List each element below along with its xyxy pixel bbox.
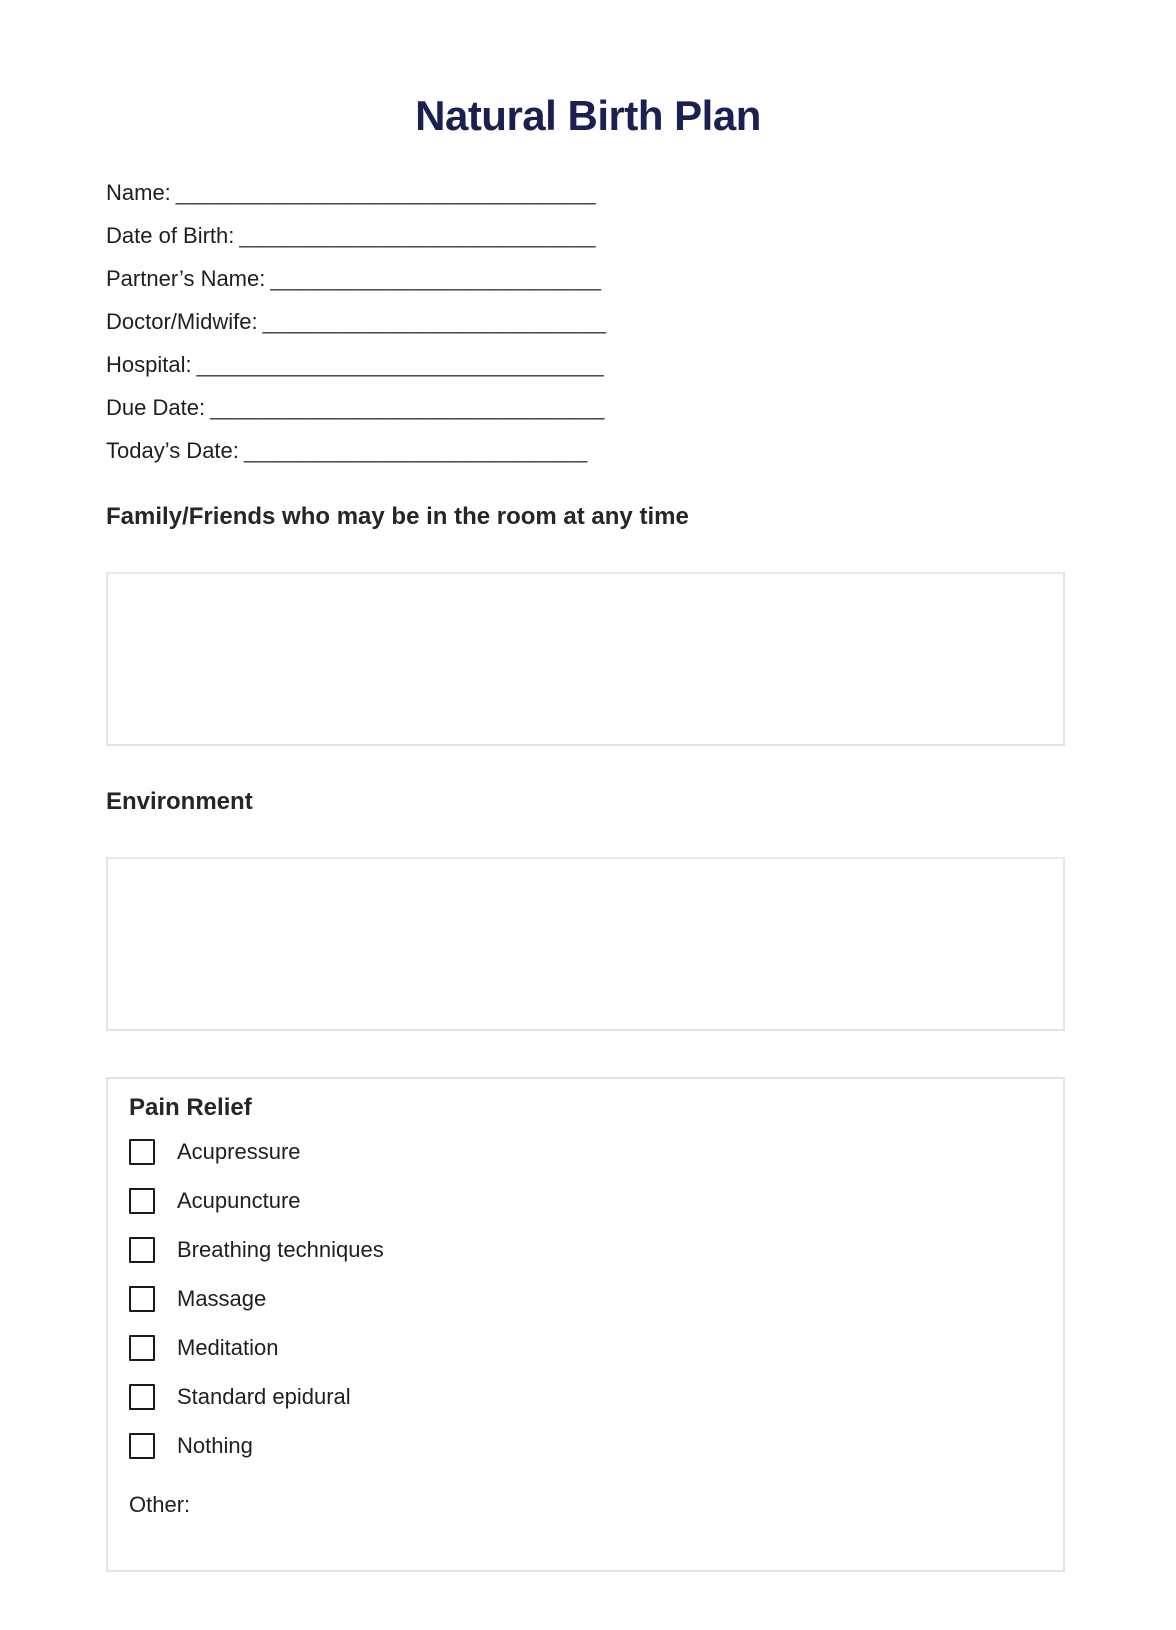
- field-blank-line-todays-date[interactable]: ___________________________: [243, 438, 588, 463]
- field-row-todays-date: [106, 429, 1070, 472]
- field-label-date-of-birth: Date of Birth:: [106, 223, 235, 248]
- option-label-standard-epidural: Standard epidural: [177, 1383, 351, 1409]
- family-friends-heading: Family/Friends who may be in the room at any time: [106, 503, 689, 530]
- field-label-hospital: Hospital:: [106, 352, 192, 377]
- option-row-standard-epidural: [129, 1372, 1043, 1421]
- page-title: Natural Birth Plan: [415, 92, 761, 139]
- option-label-nothing: Nothing: [177, 1432, 253, 1458]
- nothing-checkbox[interactable]: [129, 1433, 155, 1459]
- field-label-todays-date: Today’s Date:: [106, 438, 239, 463]
- option-label-massage: Massage: [177, 1285, 267, 1311]
- field-row-date-of-birth: [106, 214, 1070, 257]
- family-friends-textarea[interactable]: [106, 572, 1065, 746]
- option-label-meditation: Meditation: [177, 1334, 279, 1360]
- other-label[interactable]: Other:: [129, 1492, 191, 1517]
- field-row-partner-name: [106, 257, 1070, 300]
- field-row-hospital: [106, 343, 1070, 386]
- option-row-breathing-techniques: [129, 1225, 1043, 1274]
- field-row-doctor-midwife: [106, 300, 1070, 343]
- pain-relief-section: [106, 1077, 1065, 1572]
- option-row-acupuncture: [129, 1176, 1043, 1225]
- standard-epidural-checkbox[interactable]: [129, 1384, 155, 1410]
- option-row-meditation: [129, 1323, 1043, 1372]
- option-label-acupressure: Acupressure: [177, 1138, 301, 1164]
- breathing-techniques-checkbox[interactable]: [129, 1237, 155, 1263]
- field-blank-line-hospital[interactable]: ________________________________: [196, 352, 605, 377]
- personal-info-fields: [106, 171, 1070, 472]
- field-label-due-date: Due Date:: [106, 395, 206, 420]
- field-blank-line-doctor-midwife[interactable]: ___________________________: [262, 309, 607, 334]
- field-row-name: [106, 171, 1070, 214]
- meditation-checkbox[interactable]: [129, 1335, 155, 1361]
- environment-heading: Environment: [106, 788, 253, 815]
- field-blank-line-name[interactable]: _________________________________: [175, 180, 597, 205]
- field-blank-line-partner-name[interactable]: __________________________: [270, 266, 602, 291]
- environment-textarea[interactable]: [106, 857, 1065, 1031]
- option-label-acupuncture: Acupuncture: [177, 1187, 301, 1213]
- field-row-due-date: [106, 386, 1070, 429]
- field-label-doctor-midwife: Doctor/Midwife:: [106, 309, 258, 334]
- massage-checkbox[interactable]: [129, 1286, 155, 1312]
- field-blank-line-due-date[interactable]: _______________________________: [210, 395, 605, 420]
- field-label-name: Name:: [106, 180, 171, 205]
- acupressure-checkbox[interactable]: [129, 1139, 155, 1165]
- pain-relief-heading: Pain Relief: [129, 1094, 252, 1121]
- acupuncture-checkbox[interactable]: [129, 1188, 155, 1214]
- option-row-nothing: [129, 1421, 1043, 1470]
- option-row-acupressure: [129, 1127, 1043, 1176]
- option-label-breathing-techniques: Breathing techniques: [177, 1236, 384, 1262]
- field-label-partner-name: Partner’s Name:: [106, 266, 266, 291]
- option-row-massage: [129, 1274, 1043, 1323]
- field-blank-line-date-of-birth[interactable]: ____________________________: [239, 223, 596, 248]
